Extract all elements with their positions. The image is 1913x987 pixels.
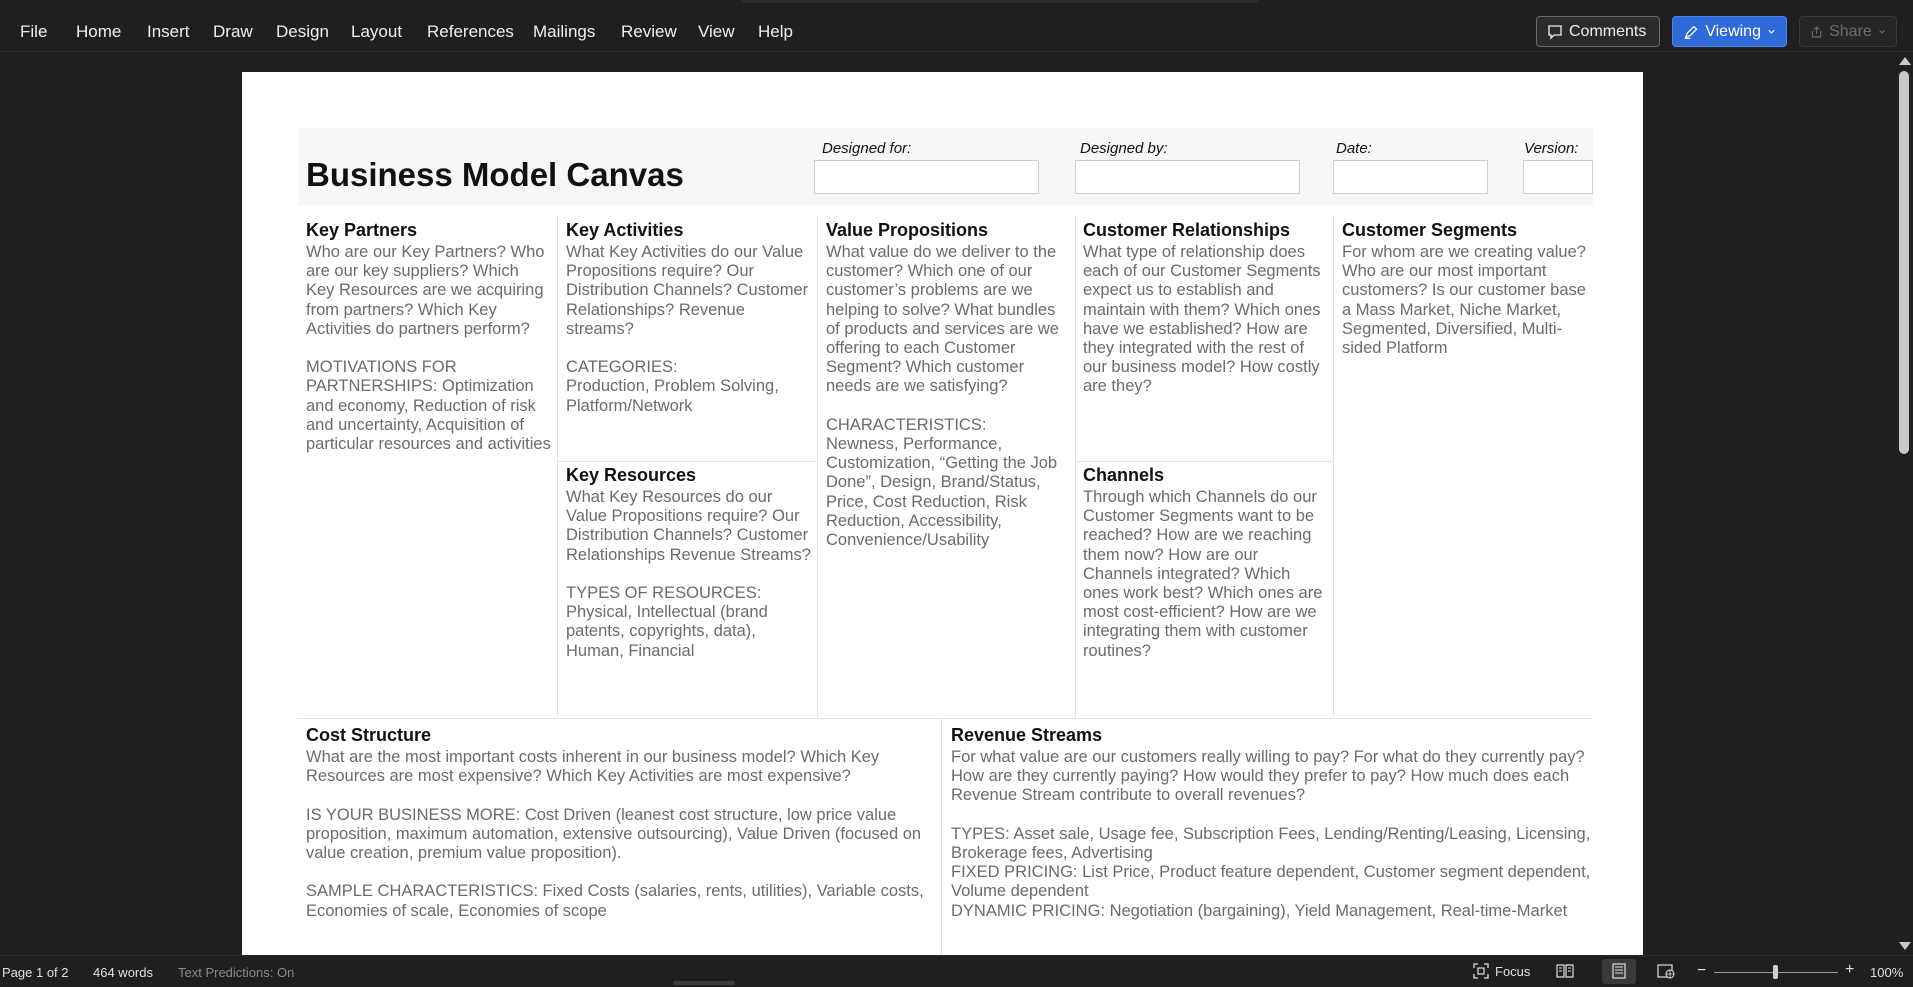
menu-draw[interactable]: Draw — [213, 22, 253, 41]
menu-mailings[interactable]: Mailings — [533, 22, 596, 41]
zoom-slider-thumb[interactable] — [1773, 965, 1778, 979]
key-activities-text: What Key Activities do our Value Propositions require? Our Distribution Channels? Customer Relationships? Revenue streams? CATEGORIES: Production, Problem Solving, Platform/Network — [566, 243, 809, 415]
share-button[interactable] — [1799, 16, 1897, 47]
revenue-streams-block — [951, 725, 1591, 921]
cost-structure-block — [306, 725, 936, 921]
share-icon — [1810, 24, 1823, 40]
channels-title: Channels — [1083, 465, 1165, 485]
key-partners-block — [306, 220, 551, 454]
key-resources-text: What Key Resources do our Value Propositions require? Our Distribution Channels? Customer Relationships Revenue Streams? TYPES OF RESOURCES: Physical, Intellectual (brand patents, copyrights, data), Human, Financial — [566, 488, 811, 660]
focus-icon — [1472, 962, 1490, 980]
focus-label: Focus — [1495, 963, 1531, 979]
menu-help[interactable]: Help — [758, 22, 793, 41]
cost-structure-text: What are the most important costs inherent in our business model? Which Key Resources are most expensive? Which Key Activities are most expensive? IS YOUR BUSINESS MORE: Cost Driven (leanest cost structure, low price value proposition, maximum automation, extensive outsourcing), Value Driven (focused on value creation, premium value proposition). SAMPLE CHARACTERISTICS: Fixed Costs (salaries, rents, utilities), Variable costs, Economies of scale, Economies of scope — [306, 748, 924, 920]
key-activities-block — [566, 220, 811, 416]
chevron-down-icon — [1878, 27, 1886, 37]
designed-for-label: Designed for: — [822, 140, 912, 157]
customer-relationships-block — [1083, 220, 1328, 397]
viewing-label: Viewing — [1705, 22, 1761, 40]
designed-by-field[interactable] — [1075, 160, 1300, 194]
pen-icon — [1683, 23, 1699, 41]
menu-design[interactable]: Design — [276, 22, 329, 41]
key-activities-title: Key Activities — [566, 220, 684, 240]
menu-file[interactable]: File — [20, 22, 48, 41]
designed-for-field[interactable] — [814, 160, 1039, 194]
menu-review[interactable]: Review — [621, 22, 677, 41]
date-field[interactable] — [1333, 160, 1488, 194]
revenue-streams-text: For what value are our customers really willing to pay? For what do they currently pay? How are they currently paying? How would they prefer to pay? How much does each Revenue Stream contribute to overall revenues? TYPES: Asset sale, Usage fee, Subscription Fees, Lending/Renting/Leasing, Licensing, Brokerage fees, Advertising FIXED PRICING: List Price, Product feature dependent, Customer segment dependent, Volume dependent DYNAMIC PRICING: Negotiation (bargaining), Yield Management, Real-time-Market — [951, 748, 1591, 920]
grid-divider — [941, 718, 942, 955]
menu-view[interactable]: View — [698, 22, 735, 41]
key-resources-title: Key Resources — [566, 465, 697, 485]
chevron-down-icon — [1767, 27, 1776, 37]
channels-text: Through which Channels do our Customer Segments want to be reached? How are we reaching them now? How are our Channels integrated? Which ones work best? Which ones are most cost-efficient? How are we integrating them with customer routines? — [1083, 488, 1323, 660]
share-label: Share — [1829, 22, 1872, 40]
channels-block — [1083, 465, 1328, 661]
date-label: Date: — [1336, 140, 1372, 157]
comment-icon — [1547, 24, 1563, 40]
comments-button[interactable] — [1536, 16, 1660, 47]
web-layout-icon[interactable] — [1657, 963, 1675, 979]
canvas-title: Business Model Canvas — [306, 156, 684, 193]
grid-divider — [1075, 216, 1076, 718]
version-field[interactable] — [1523, 160, 1593, 194]
menu-home[interactable]: Home — [76, 22, 122, 41]
menu-layout[interactable]: Layout — [351, 22, 403, 41]
comments-label: Comments — [1569, 22, 1647, 40]
grid-divider — [817, 216, 818, 718]
value-propositions-block — [826, 220, 1069, 550]
title-bar-tab — [740, 0, 1260, 3]
document-area[interactable] — [0, 53, 1895, 955]
customer-relationships-text: What type of relationship does each of our Customer Segments expect us to establish and maintain with them? Which ones have we established? How are they integrated with the rest of our business model? How costly are they? — [1083, 243, 1321, 396]
customer-segments-text: For whom are we creating value? Who are our most important customers? Is our customer base a Mass Market, Niche Market, Segmented, Diversified, Multi-sided Platform — [1342, 243, 1586, 358]
menu-insert[interactable]: Insert — [147, 22, 190, 41]
grid-divider — [558, 461, 817, 462]
customer-segments-block — [1342, 220, 1587, 358]
customer-segments-title: Customer Segments — [1342, 220, 1518, 240]
word-count[interactable]: 464 words — [93, 965, 153, 980]
grid-divider — [557, 216, 558, 718]
menu-bar — [0, 0, 1913, 52]
value-propositions-title: Value Propositions — [826, 220, 989, 240]
scroll-thumb[interactable] — [1899, 71, 1909, 454]
grid-divider — [1076, 461, 1333, 462]
window-edge-handle — [673, 981, 735, 985]
scroll-up-icon[interactable] — [1899, 57, 1911, 65]
text-predictions-status[interactable]: Text Predictions: On — [178, 965, 295, 980]
zoom-in-icon[interactable]: + — [1845, 961, 1855, 978]
document-page[interactable] — [242, 72, 1643, 955]
viewing-mode-button[interactable] — [1672, 16, 1787, 47]
version-label: Version: — [1524, 140, 1579, 157]
scroll-down-icon[interactable] — [1899, 942, 1911, 950]
zoom-level[interactable]: 100% — [1870, 965, 1904, 980]
grid-divider — [1333, 216, 1334, 718]
page-count[interactable]: Page 1 of 2 — [2, 965, 69, 980]
vertical-scrollbar[interactable] — [1895, 53, 1913, 955]
key-partners-text: Who are our Key Partners? Who are our key suppliers? Which Key Resources are we acquiring from partners? Which Key Activities do partners perform? MOTIVATIONS FOR PARTNERSHIPS: Optimization and economy, Reduction of risk and uncertainty, Acquisition of particular resources and activities — [306, 243, 551, 454]
revenue-streams-title: Revenue Streams — [951, 725, 1103, 745]
cost-structure-title: Cost Structure — [306, 725, 432, 745]
designed-by-label: Designed by: — [1080, 140, 1168, 157]
value-propositions-text: What value do we deliver to the customer? Which one of our customer’s problems are we helping to solve? What bundles of products and services are we offering to each Customer Segment? Which customer needs are we satisfying? CHARACTERISTICS: Newness, Performance, Customization, “Getting the Job Done”, Design, Brand/Status, Price, Cost Reduction, Risk Reduction, Accessibility, Convenience/Usability — [826, 243, 1059, 550]
customer-relationships-title: Customer Relationships — [1083, 220, 1291, 240]
key-partners-title: Key Partners — [306, 220, 418, 240]
focus-button[interactable] — [1472, 962, 1530, 980]
zoom-out-icon[interactable]: − — [1697, 962, 1707, 979]
print-layout-icon[interactable] — [1610, 963, 1628, 979]
menu-references[interactable]: References — [427, 22, 514, 41]
key-resources-block — [566, 465, 811, 661]
read-mode-icon[interactable] — [1556, 963, 1574, 979]
grid-divider — [298, 718, 1593, 719]
status-bar — [0, 955, 1913, 987]
